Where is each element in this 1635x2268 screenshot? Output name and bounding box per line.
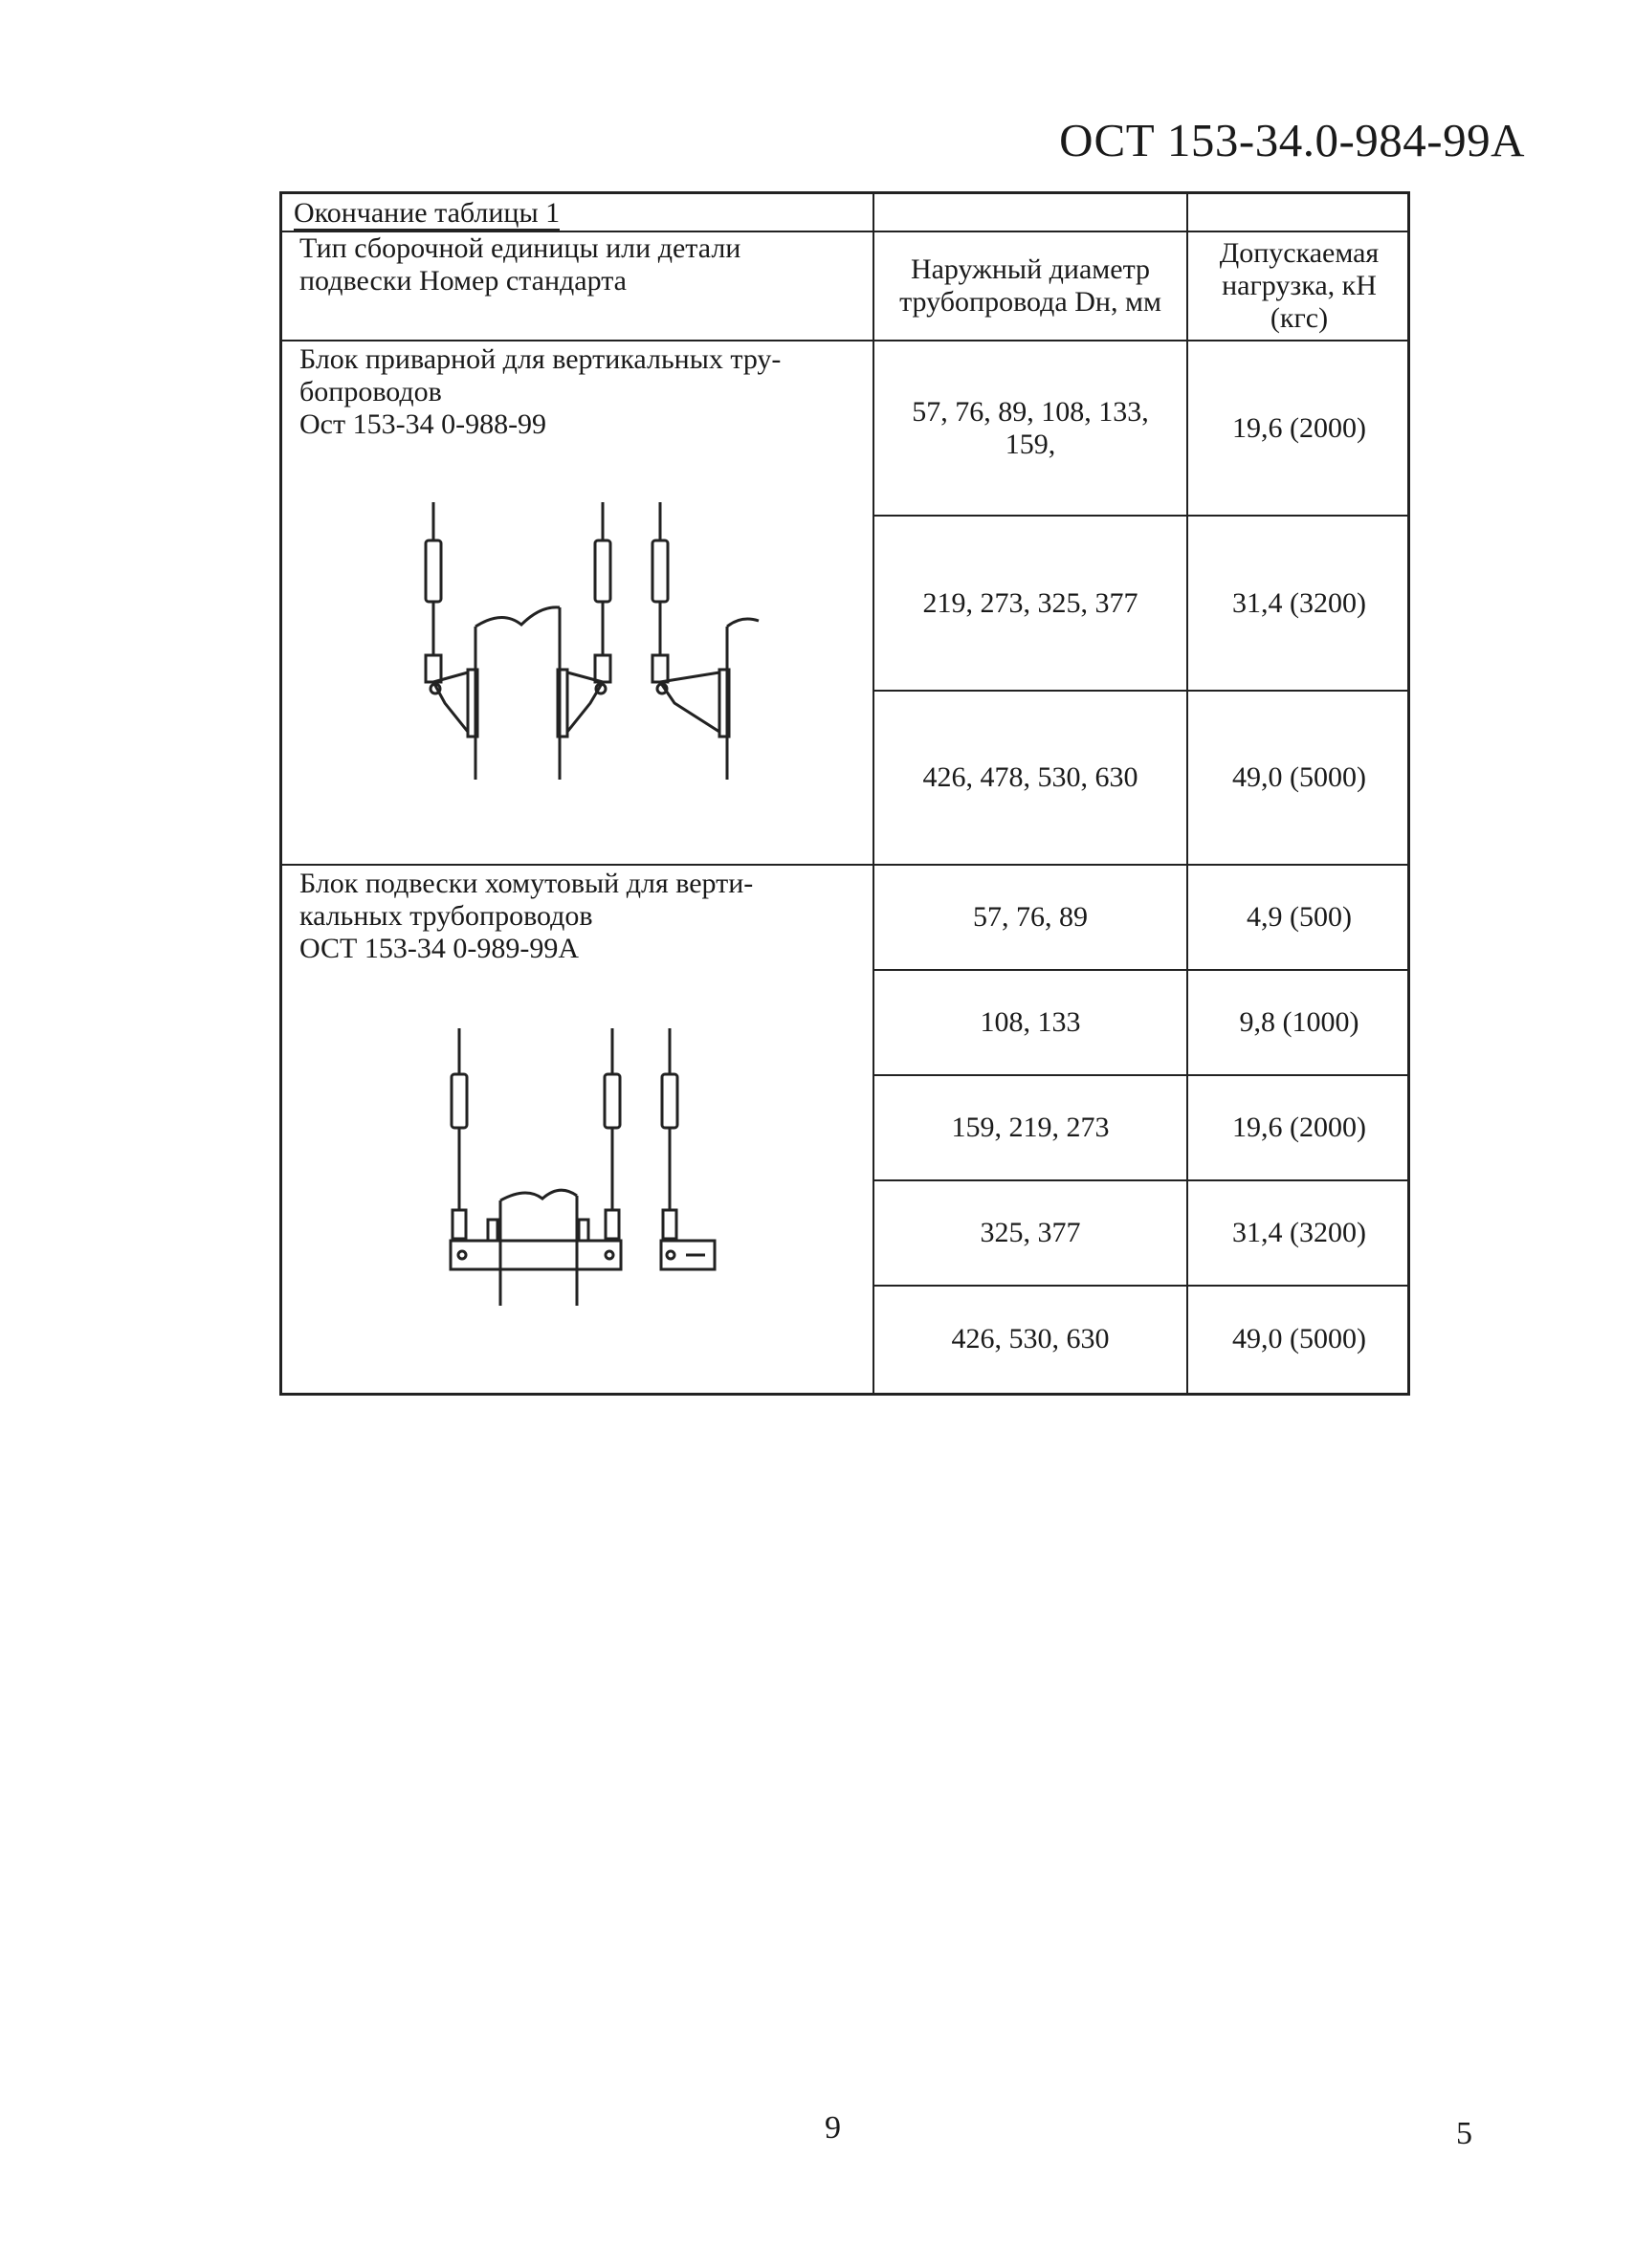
group-1-title: Блок приварной для вертикальных тру- бопроводов Ост 153-34 0-988-99	[299, 343, 782, 440]
table-row-diameter: 159, 219, 273	[951, 1112, 1110, 1143]
table-row-diameter: 57, 76, 89	[973, 901, 1088, 933]
table-row-diameter: 426, 478, 530, 630	[922, 761, 1138, 793]
table-row-diameter: 219, 273, 325, 377	[922, 586, 1138, 619]
load-table	[279, 191, 1410, 1396]
table-row-diameter: 57, 76, 89, 108, 133, 159,	[912, 395, 1149, 460]
table-row-load: 19,6 (2000)	[1232, 1112, 1366, 1143]
table-row-load: 4,9 (500)	[1247, 901, 1352, 933]
table-row-load: 19,6 (2000)	[1232, 411, 1366, 444]
table-row-diameter: 325, 377	[980, 1217, 1081, 1248]
col-divider-2	[1186, 194, 1188, 1396]
table-row-diameter: 426, 530, 630	[951, 1323, 1110, 1354]
table-row-load: 49,0 (5000)	[1232, 761, 1366, 793]
column-header-diameter: Наружный диаметр трубопровода Dн, мм	[899, 253, 1161, 318]
group-2-title: Блок подвески хомутовый для верти- кальных трубопроводов ОСТ 153-34 0-989-99А	[299, 868, 754, 964]
table-caption: Окончание таблицы 1	[294, 197, 561, 229]
column-header-load: Допускаемая нагрузка, кН (кгс)	[1219, 237, 1380, 334]
table-row-load: 49,0 (5000)	[1232, 1323, 1366, 1354]
center-page-number: 9	[825, 2110, 841, 2146]
clamp-block-drawing	[435, 1028, 837, 1306]
table-row-load: 9,8 (1000)	[1239, 1006, 1359, 1038]
document-code: ОСТ 153-34.0-984-99А	[1059, 114, 1525, 166]
table-row-load: 31,4 (3200)	[1232, 586, 1366, 619]
welded-block-drawing	[416, 502, 837, 780]
column-header-type: Тип сборочной единицы или детали подвески Номер стандарта	[299, 232, 741, 297]
table-row-load: 31,4 (3200)	[1232, 1217, 1366, 1248]
table-row-diameter: 108, 133	[980, 1006, 1081, 1038]
right-page-number: 5	[1456, 2116, 1472, 2151]
